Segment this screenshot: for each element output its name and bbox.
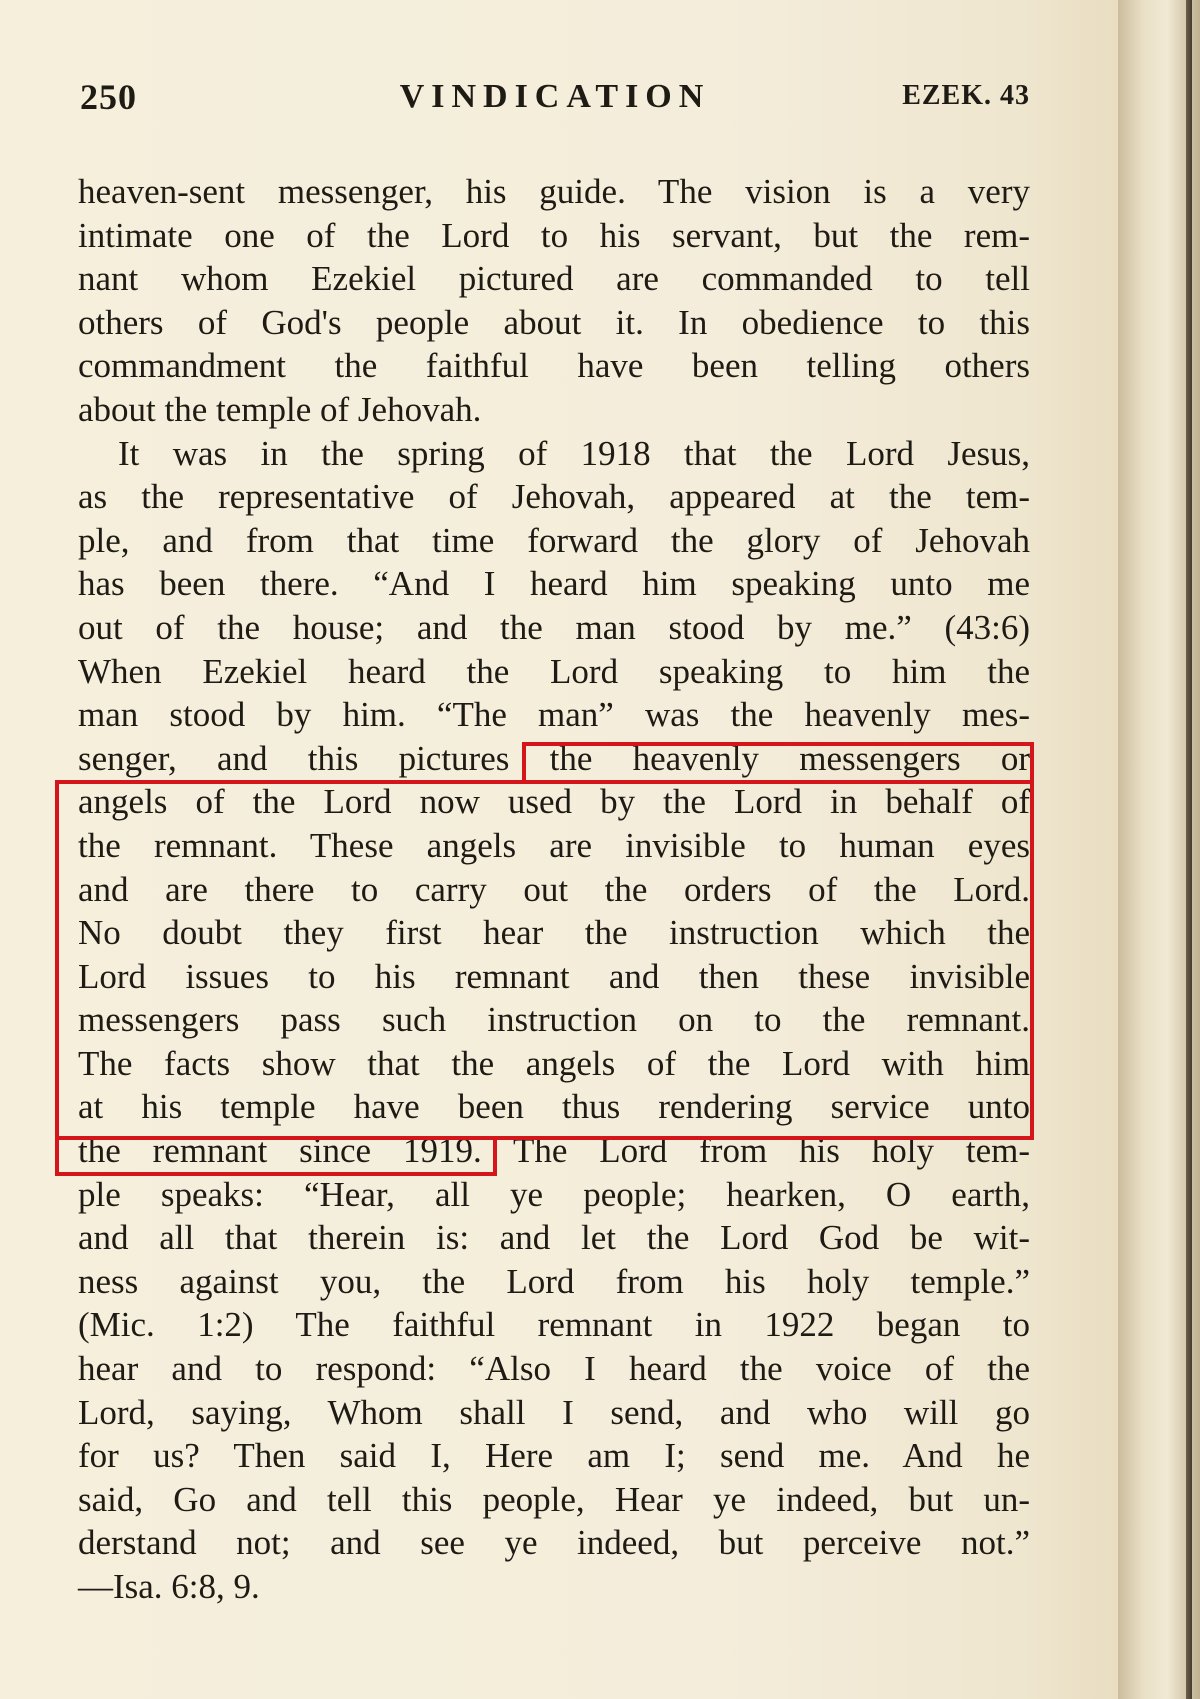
text-line: heaven-sent messenger, his guide. The vision is a very [78,172,1030,211]
text-line: out of the house; and the man stood by me.” (43:6) [78,607,1030,647]
text-line: the remnant since 1919. The Lord from his holy tem- [78,1131,1030,1171]
page-number: 250 [80,77,137,117]
book-spine-edge [1118,0,1200,1699]
text-line: man stood by him. “The man” was the heavenly mes- [78,695,1030,735]
text-line: and are there to carry out the orders of the Lord. [78,869,1030,909]
text-line: —Isa. 6:8, 9. [78,1567,260,1606]
text-line: No doubt they first hear the instruction which the [78,913,1030,953]
text-line: The facts show that the angels of the Lord with him [78,1043,1030,1083]
text-line: has been there. “And I heard him speaking unto me [78,564,1030,604]
text-line: said, Go and tell this people, Hear ye indeed, but un- [78,1479,1030,1519]
text-line: Lord, saying, Whom shall I send, and who will go [78,1392,1030,1432]
text-line: ness against you, the Lord from his holy temple.” [78,1261,1030,1301]
text-line: senger, and this pictures the heavenly messengers or [78,738,1030,778]
text-line: (Mic. 1:2) The faithful remnant in 1922 began to [78,1305,1030,1345]
text-line: the remnant. These angels are invisible to human eyes [78,825,1030,865]
text-line: about the temple of Jehovah. [78,389,482,429]
page-header [80,68,1030,128]
text-line: nant whom Ezekiel pictured are commanded to tell [78,259,1030,299]
text-line: intimate one of the Lord to his servant, but the rem- [78,215,1030,255]
text-line: as the representative of Jehovah, appeared at the tem- [78,477,1030,517]
text-line: When Ezekiel heard the Lord speaking to him the [78,651,1030,691]
text-line: ple speaks: “Hear, all ye people; hearken, O earth, [78,1174,1030,1214]
text-line: at his temple have been thus rendering service unto [78,1087,1030,1127]
text-line: derstand not; and see ye indeed, but perceive not.” [78,1523,1030,1563]
paragraph-start-line: It was in the spring of 1918 that the Lord Jesus, [118,433,1030,473]
text-line: others of God's people about it. In obedience to this [78,302,1030,342]
page-edge-shadow [1186,0,1192,1699]
text-line: and all that therein is: and let the Lord God be wit- [78,1218,1030,1258]
body-text [78,170,1030,1609]
text-line: ple, and from that time forward the glory of Jehovah [78,520,1030,560]
text-line: messengers pass such instruction on to the remnant. [78,1000,1030,1040]
text-line: hear and to respond: “Also I heard the voice of the [78,1349,1030,1389]
text-line: angels of the Lord now used by the Lord in behalf of [78,782,1030,822]
text-line: Lord issues to his remnant and then these invisible [78,956,1030,996]
chapter-reference: EZEK. 43 [902,80,1030,111]
text-line: for us? Then said I, Here am I; send me. And he [78,1436,1030,1476]
running-title: VINDICATION [399,78,711,115]
text-line: commandment the faithful have been telling others [78,346,1030,386]
